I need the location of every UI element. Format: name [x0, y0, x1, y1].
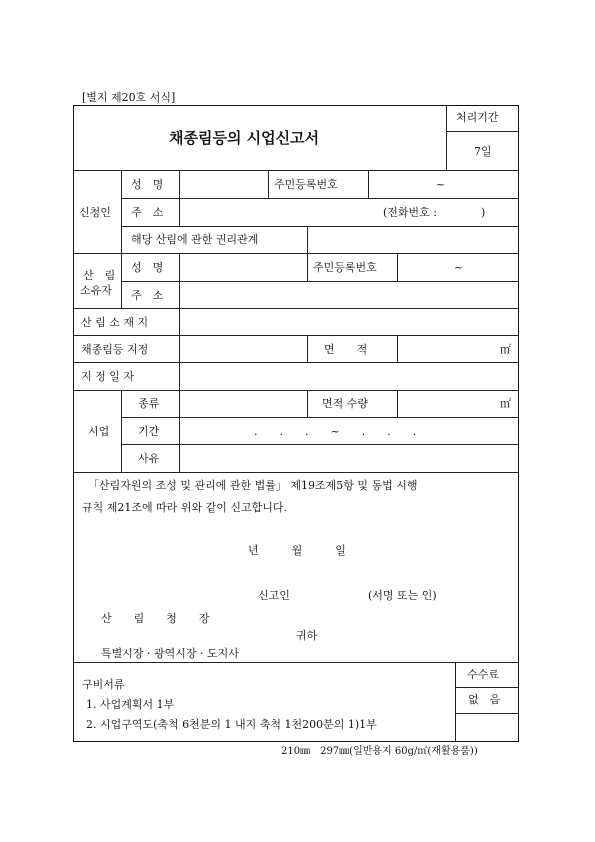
applicant-id-field[interactable]: ~ — [436, 178, 446, 191]
recipient-line-3: 특별시장 · 광역시장 · 도지사 — [101, 647, 239, 660]
documents-label: 구비서류 — [82, 678, 125, 691]
signer-label: 신고인 — [258, 589, 290, 602]
documents-item-1: 1. 사업계획서 1부 — [86, 698, 175, 711]
owner-address-label: 주 소 — [131, 289, 164, 302]
designation-date-field[interactable] — [181, 364, 517, 388]
documents-item-2: 2. 시업구역도(축척 6천분의 1 내지 축척 1천200분의 1)1부 — [86, 718, 377, 731]
form-title: 채종림등의 시업신고서 — [169, 129, 320, 147]
designation-date-label: 지 정 일 자 — [81, 370, 134, 383]
owner-section-label-2: 소유자 — [80, 284, 112, 297]
footer-note: 210㎜ 297㎜(일반용지 60g/㎡(재활용품)) — [281, 746, 478, 757]
applicant-rights-label: 해당 산림에 관한 권리관계 — [131, 233, 259, 246]
owner-section-label-1: 산 림 — [83, 269, 116, 282]
owner-id-field[interactable]: ~ — [454, 261, 464, 274]
processing-period-label: 처리기간 — [456, 111, 499, 124]
designation-area-label: 면 적 — [324, 343, 368, 356]
operation-reason-label: 사유 — [138, 452, 160, 465]
operation-type-label: 종류 — [138, 397, 160, 410]
designation-field[interactable] — [181, 337, 305, 360]
date-line[interactable]: 년 월 일 — [248, 544, 346, 557]
operation-period-field[interactable]: . . . ~ . . . — [254, 425, 417, 438]
fee-label: 수수료 — [467, 668, 499, 681]
recipient-line-2: 귀하 — [296, 629, 318, 642]
forest-location-field[interactable] — [181, 310, 517, 333]
applicant-name-label: 성 명 — [131, 178, 164, 191]
forest-location-label: 산 림 소 재 지 — [81, 316, 149, 329]
designation-label: 채종림등 지정 — [81, 343, 149, 356]
applicant-address-field[interactable] — [181, 200, 376, 224]
form-label: [별지 제20호 서식] — [82, 91, 176, 104]
owner-address-field[interactable] — [181, 283, 517, 306]
applicant-rights-field[interactable] — [309, 228, 517, 251]
applicant-id-label: 주민등록번호 — [274, 178, 338, 191]
sign-note: (서명 또는 인) — [368, 589, 437, 602]
owner-name-label: 성 명 — [131, 261, 164, 274]
operation-period-label: 기간 — [138, 425, 160, 438]
applicant-phone-label: (전화번호 : ) — [383, 206, 486, 219]
applicant-section-label: 신청인 — [79, 206, 111, 219]
processing-period-value: 7일 — [474, 145, 492, 158]
applicant-address-label: 주 소 — [131, 206, 164, 219]
operation-reason-field[interactable] — [181, 446, 517, 470]
owner-name-field[interactable] — [181, 255, 305, 279]
recipient-line-1: 산 림 청 장 — [101, 612, 210, 625]
owner-id-label: 주민등록번호 — [313, 261, 377, 274]
declaration-line-1: 「산림자원의 조성 및 관리에 관한 법률」 제19조제5항 및 동법 시행 — [88, 479, 418, 492]
operation-type-field[interactable] — [181, 392, 305, 415]
operation-area-label: 면적 수량 — [322, 397, 369, 410]
declaration-line-2: 규칙 제21조에 따라 위와 같이 신고합니다. — [82, 501, 287, 514]
designation-area-unit: ㎡ — [500, 343, 511, 356]
operation-area-unit: ㎡ — [500, 397, 511, 410]
operation-section-label: 시업 — [88, 425, 110, 438]
applicant-name-field[interactable] — [181, 172, 266, 196]
fee-value: 없 음 — [468, 693, 501, 706]
